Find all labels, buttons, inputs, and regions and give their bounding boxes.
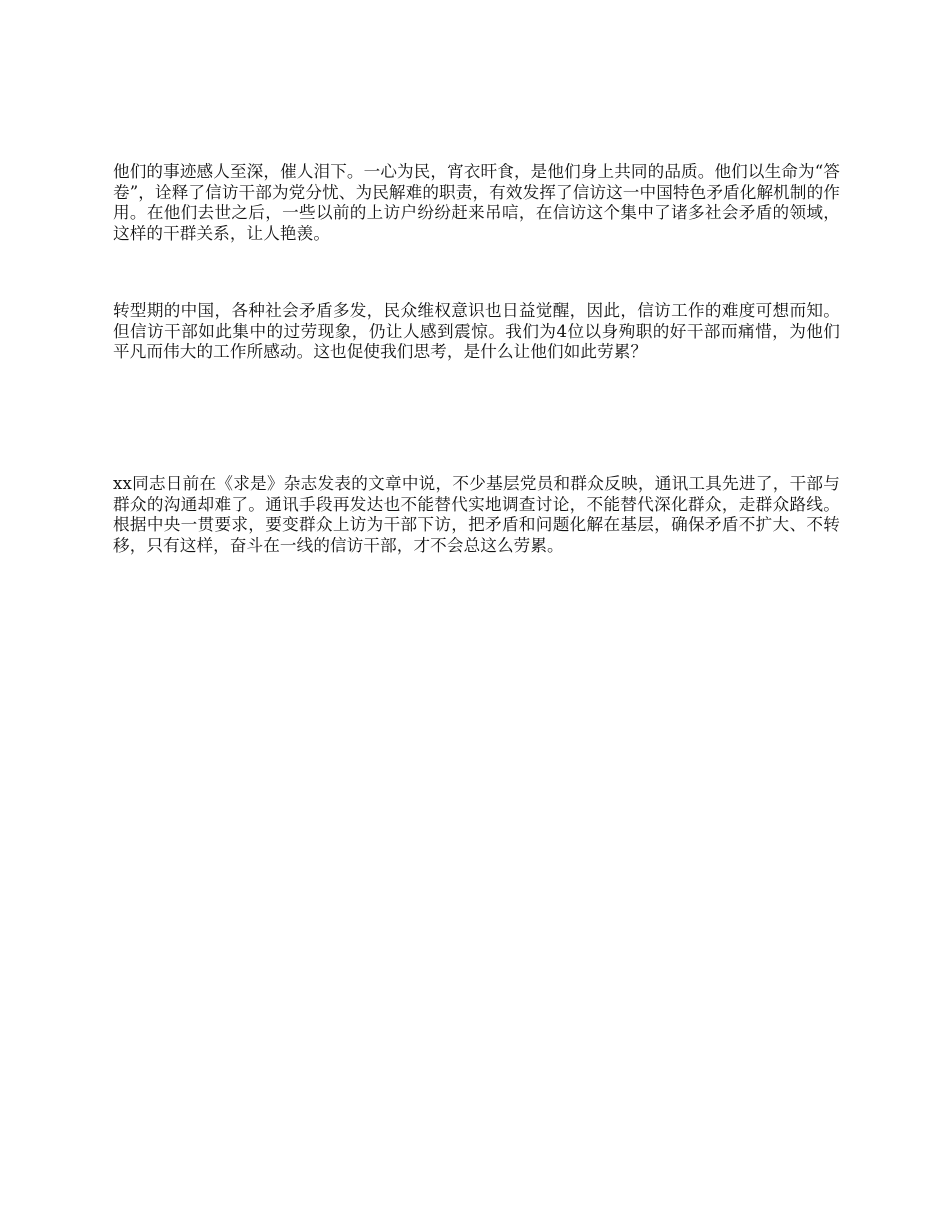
paragraph-1: 他们的事迹感人至深，催人泪下。一心为民，宵衣旰食，是他们身上共同的品质。他们以生命为“答卷”，诠释了信访干部为党分忧、为民解难的职责，有效发挥了信访这一中国特色矛盾化解机制的作用。在他们去世之后，一些以前的上访户纷纷赶来吊唁，在信访这个集中了诸多社会矛盾的领域，这样的干群关系，让人艳羡。 [113, 162, 840, 243]
paragraph-2: 转型期的中国，各种社会矛盾多发，民众维权意识也日益觉醒，因此，信访工作的难度可想而知。但信访干部如此集中的过劳现象，仍让人感到震惊。我们为4位以身殉职的好干部而痛惜，为他们平凡而伟大的工作所感动。这也促使我们思考，是什么让他们如此劳累？ [113, 301, 840, 361]
paragraph-3: xx同志日前在《求是》杂志发表的文章中说，不少基层党员和群众反映，通讯工具先进了，干部与群众的沟通却难了。通讯手段再发达也不能替代实地调查讨论，不能替代深化群众，走群众路线。根据中央一贯要求，要变群众上访为干部下访，把矛盾和问题化解在基层，确保矛盾不扩大、不转移，只有这样，奋斗在一线的信访干部，才不会总这么劳累。 [113, 474, 840, 555]
